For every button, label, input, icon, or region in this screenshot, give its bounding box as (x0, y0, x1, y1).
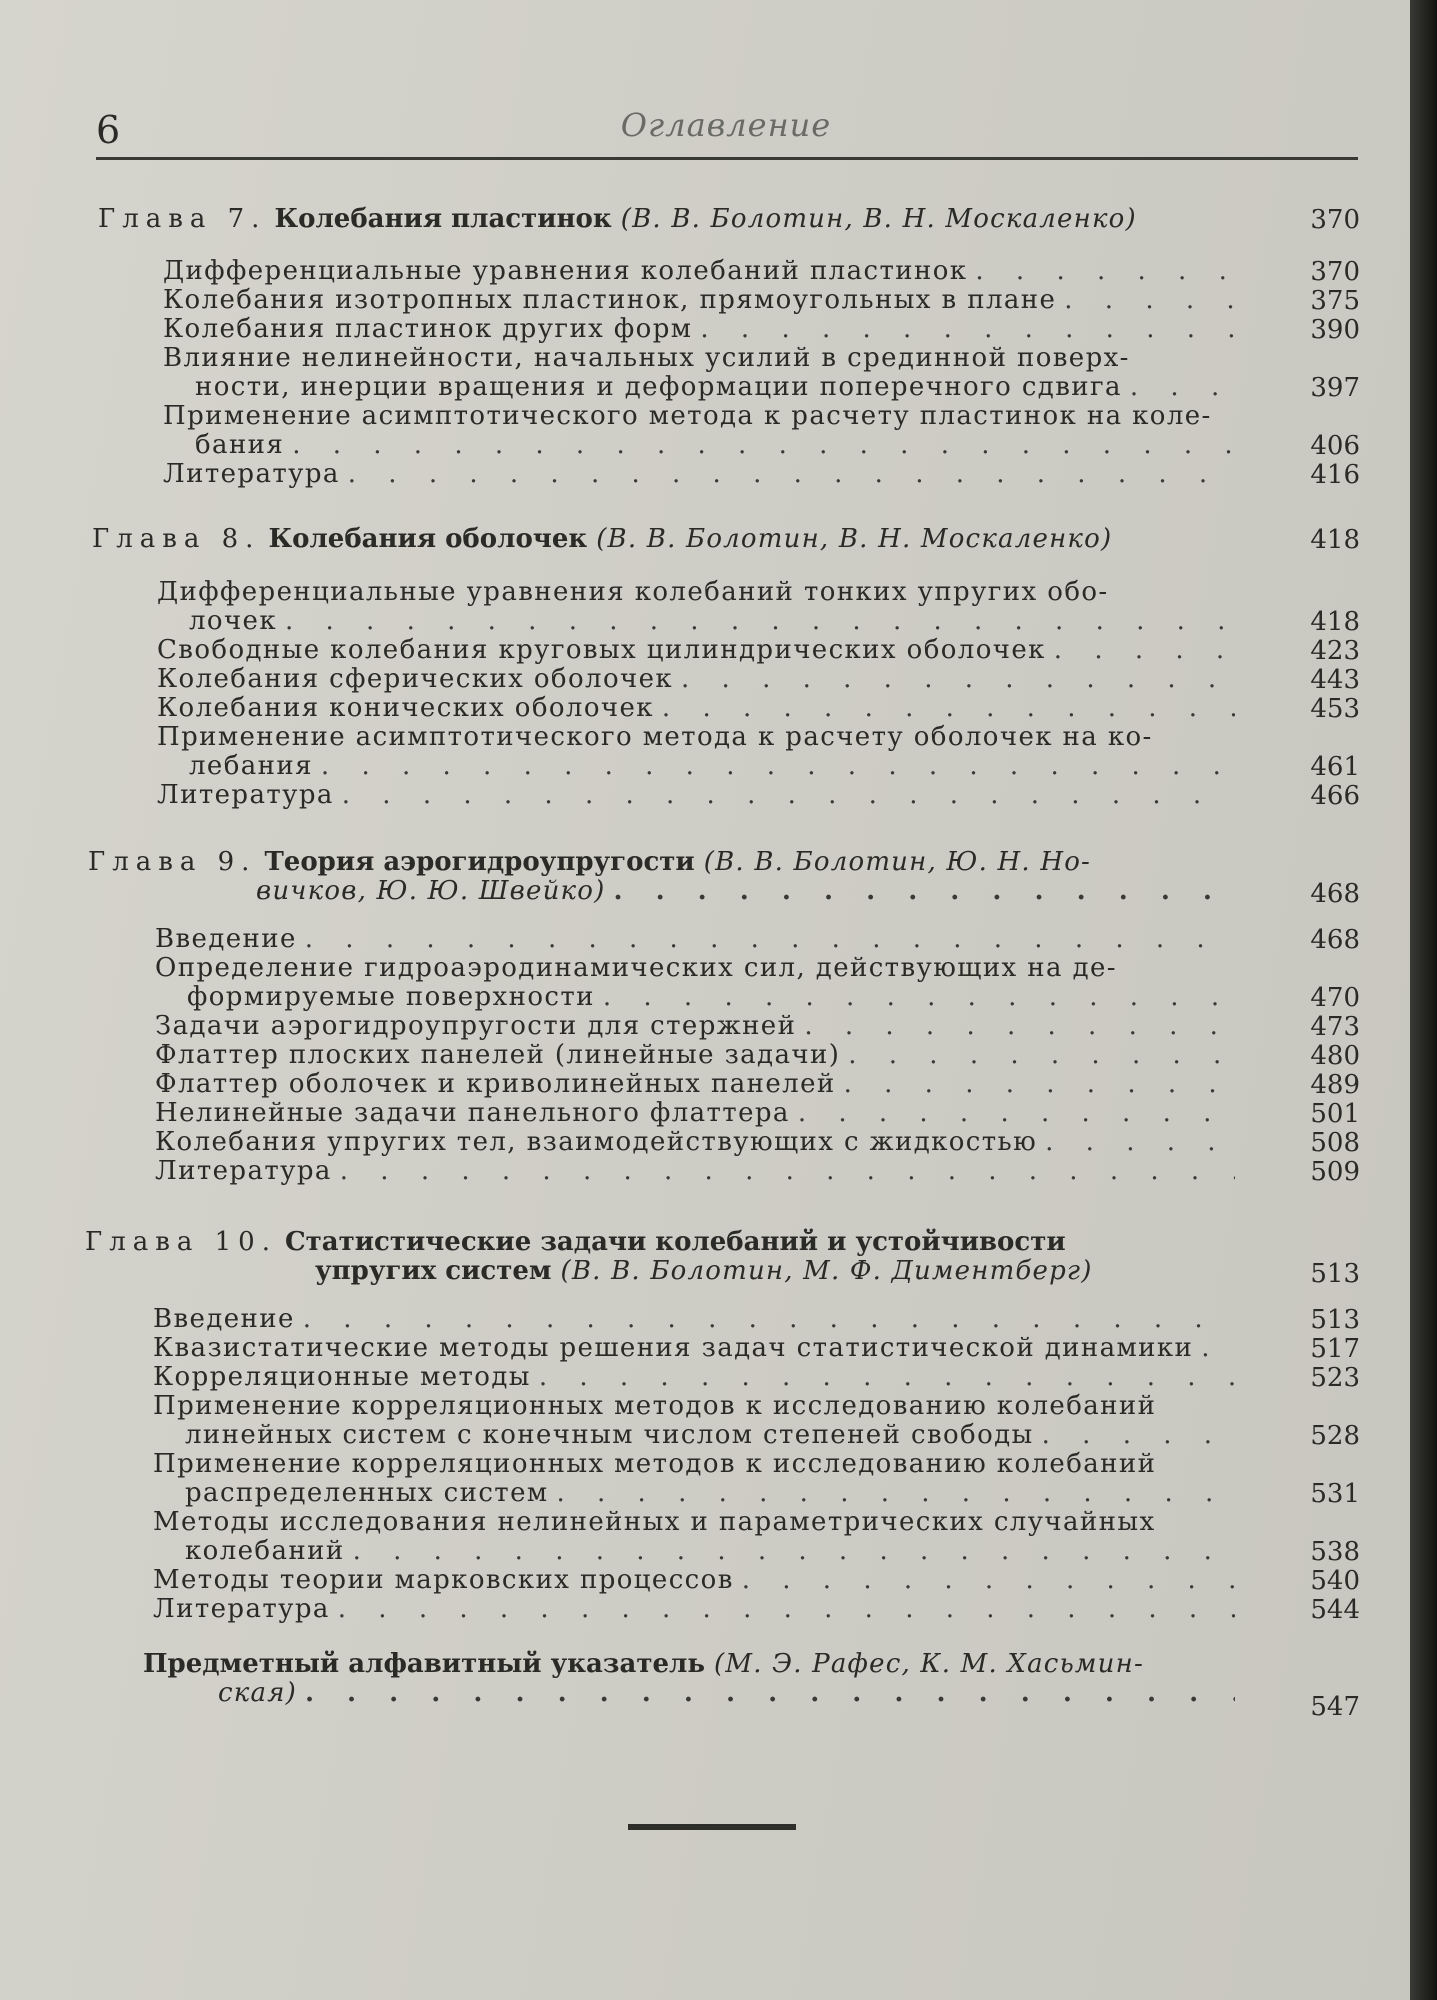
leader-dots (613, 877, 1235, 906)
toc-entry[interactable] (155, 925, 1245, 954)
toc-entry-line (153, 1508, 1245, 1537)
toc-entry[interactable] (163, 286, 1245, 315)
chapter-heading-line (92, 525, 1245, 554)
toc-entry-line (153, 1305, 1245, 1334)
chapter-title-text: Статистические задачи колебаний и устойчивости (284, 1227, 1066, 1257)
leader-dots (848, 1041, 1235, 1070)
leader-dots (1054, 636, 1235, 665)
toc-entry-line (153, 1479, 1245, 1508)
chapter-page-number: 370 (1310, 205, 1360, 235)
toc-entry[interactable] (153, 1305, 1245, 1334)
toc-entry-page-number: 489 (1310, 1070, 1360, 1100)
toc-entry-line (155, 1012, 1245, 1041)
leader-dots (342, 781, 1235, 810)
leader-dots (348, 460, 1235, 489)
leader-dots (557, 1479, 1236, 1508)
chapter-page-number: 418 (1310, 525, 1360, 555)
index-heading-line (143, 1679, 1245, 1708)
header-rule (96, 157, 1358, 160)
index-page-number: 547 (1310, 1692, 1360, 1722)
toc-entry-page-number: 523 (1310, 1363, 1360, 1393)
toc-entry-text: Влияние нелинейности, начальных усилий в срединной поверх- (163, 343, 1130, 373)
toc-entry[interactable] (155, 954, 1245, 1012)
toc-entry-line (155, 983, 1245, 1012)
toc-entry[interactable] (157, 636, 1245, 665)
leader-dots (603, 983, 1235, 1012)
leader-dots (285, 607, 1235, 636)
page-header (96, 100, 1356, 160)
toc-entry-page-number: 513 (1310, 1305, 1360, 1335)
chapter-title-text: упругих систем (315, 1256, 552, 1286)
toc-entry-text: формируемые поверхности (187, 982, 595, 1012)
leader-dots (305, 1679, 1235, 1708)
toc-entry-page-number: 544 (1310, 1595, 1360, 1625)
toc-entry-text: Колебания упругих тел, взаимодействующих с жидкостью (155, 1127, 1038, 1157)
toc-entry-text: Флаттер оболочек и криволинейных панелей (155, 1069, 836, 1099)
toc-entry-text: Квазистатические методы решения задач статистической динамики (153, 1333, 1194, 1363)
leader-dots (1042, 1421, 1235, 1450)
toc-entry-line (163, 344, 1245, 373)
toc-entry[interactable] (163, 344, 1245, 402)
toc-entry-line (157, 781, 1245, 810)
chapter-heading-line (98, 205, 1245, 234)
toc-entry-line (163, 431, 1245, 460)
toc-entry-line (155, 925, 1245, 954)
index-title-text: Предметный алфавитный указатель (143, 1649, 705, 1679)
toc-entry-line (153, 1363, 1245, 1392)
toc-entry-text: Колебания конических оболочек (157, 693, 654, 723)
toc-entry-line (163, 315, 1245, 344)
toc-entry-line (155, 1099, 1245, 1128)
toc-entry[interactable] (155, 1099, 1245, 1128)
chapter-heading[interactable] (98, 205, 1245, 234)
index-heading-line (143, 1650, 1245, 1679)
toc-entry[interactable] (163, 402, 1245, 460)
leader-dots (292, 431, 1235, 460)
toc-entry[interactable] (153, 1566, 1245, 1595)
toc-entry-line (163, 257, 1245, 286)
leader-dots (662, 694, 1235, 723)
toc-entry-line (153, 1334, 1245, 1363)
chapter-heading[interactable] (92, 525, 1245, 554)
toc-entry-page-number: 509 (1310, 1157, 1360, 1187)
chapter-heading-line (85, 1257, 1245, 1286)
leader-dots (1045, 1128, 1235, 1157)
toc-entry-text: лочек (189, 606, 277, 636)
toc-entry-line (153, 1421, 1245, 1450)
toc-entry-page-number: 406 (1310, 431, 1360, 461)
chapter-heading[interactable] (85, 1228, 1245, 1286)
subject-index-heading[interactable] (143, 1650, 1245, 1708)
toc-entry[interactable] (163, 257, 1245, 286)
toc-entry-text: Методы исследования нелинейных и параметрических случайных (153, 1507, 1156, 1537)
toc-entry-page-number: 517 (1310, 1334, 1360, 1364)
toc-entry-text: Литература (155, 1156, 332, 1186)
toc-entry[interactable] (157, 781, 1245, 810)
toc-entry-text: Литература (157, 780, 334, 810)
toc-entry[interactable] (153, 1334, 1245, 1363)
toc-entry-page-number: 468 (1310, 925, 1360, 955)
chapter-authors: (В. В. Болотин, Ю. Н. Но- (703, 847, 1092, 877)
toc-entry-text: Флаттер плоских панелей (линейные задачи) (155, 1040, 841, 1070)
leader-dots (303, 1305, 1235, 1334)
toc-entry-text: Применение корреляционных методов к исследованию колебаний (153, 1449, 1157, 1479)
toc-entry-text: линейных систем с конечным числом степеней свободы (185, 1420, 1034, 1450)
toc-entry[interactable] (153, 1363, 1245, 1392)
chapter-title-text: Теория аэрогидроупругости (264, 847, 695, 877)
chapter-heading-line (85, 1228, 1245, 1257)
toc-entry-text: колебаний (185, 1536, 345, 1566)
leader-dots (681, 665, 1235, 694)
toc-entry-line (155, 1070, 1245, 1099)
leader-dots (1201, 1334, 1235, 1363)
toc-entry-page-number: 453 (1310, 694, 1360, 724)
toc-entry[interactable] (157, 694, 1245, 723)
toc-entry-page-number: 390 (1310, 315, 1360, 345)
toc-entry-text: Применение корреляционных методов к исследованию колебаний (153, 1391, 1157, 1421)
toc-entry-page-number: 501 (1310, 1099, 1360, 1129)
toc-entry[interactable] (155, 1012, 1245, 1041)
chapter-label: Глава 7. (98, 204, 267, 234)
toc-entry-text: Свободные колебания круговых цилиндрических оболочек (157, 635, 1046, 665)
chapter-authors: вичков, Ю. Ю. Швейко) (256, 876, 606, 906)
toc-entry-text: Колебания изотропных пластинок, прямоугольных в плане (163, 285, 1057, 315)
toc-entry-page-number: 540 (1310, 1566, 1360, 1596)
toc-entry-line (157, 694, 1245, 723)
toc-entry-text: Определение гидроаэродинамических сил, действующих на де- (155, 953, 1117, 983)
toc-entry-line (153, 1392, 1245, 1421)
chapter-label: Глава 10. (85, 1227, 277, 1257)
chapter-heading[interactable] (88, 848, 1245, 906)
leader-dots (742, 1566, 1235, 1595)
toc-entry-text: Колебания пластинок других форм (163, 314, 693, 344)
toc-entry-text: лебания (189, 751, 313, 781)
toc-entry-page-number: 531 (1310, 1479, 1360, 1509)
chapter-heading-line (88, 877, 1245, 906)
leader-dots (700, 315, 1235, 344)
leader-dots (1064, 286, 1235, 315)
toc-entry[interactable] (155, 1070, 1245, 1099)
toc-entry-line (153, 1595, 1245, 1624)
leader-dots (340, 1157, 1235, 1186)
toc-entry-line (155, 1128, 1245, 1157)
toc-entry-text: Введение (155, 924, 297, 954)
toc-entry[interactable] (157, 665, 1245, 694)
toc-entry-line (155, 1041, 1245, 1070)
toc-entry[interactable] (155, 1128, 1245, 1157)
toc-entry-line (163, 373, 1245, 402)
toc-entry-line (163, 286, 1245, 315)
toc-entry-page-number: 397 (1310, 373, 1360, 403)
toc-entry-line (157, 723, 1245, 752)
toc-entry-text: Методы теории марковских процессов (153, 1565, 734, 1595)
toc-entry-text: Применение асимптотического метода к расчету пластинок на коле- (163, 401, 1212, 431)
toc-entry-text: Корреляционные методы (153, 1362, 531, 1392)
toc-entry-line (153, 1450, 1245, 1479)
toc-entry-text: Дифференциальные уравнения колебаний тонких упругих обо- (157, 577, 1109, 607)
toc-entry-text: Введение (153, 1304, 295, 1334)
toc-entry-text: распределенных систем (185, 1478, 549, 1508)
toc-entry-page-number: 370 (1310, 257, 1360, 287)
toc-entry-text: бания (195, 430, 285, 460)
toc-entry-page-number: 538 (1310, 1537, 1360, 1567)
running-title: Оглавление (620, 106, 832, 144)
toc-entry-text: Применение асимптотического метода к расчету оболочек на ко- (157, 722, 1153, 752)
toc-entry-line (157, 665, 1245, 694)
toc-entry[interactable] (155, 1041, 1245, 1070)
chapter-authors: (В. В. Болотин, В. Н. Москаленко) (620, 204, 1137, 234)
toc-entry-page-number: 423 (1310, 636, 1360, 666)
chapter-page-number: 513 (1310, 1259, 1360, 1289)
chapter-authors: (В. В. Болотин, М. Ф. Диментберг) (560, 1256, 1093, 1286)
chapter-title-text: Колебания оболочек (268, 524, 588, 554)
leader-dots (321, 752, 1235, 781)
index-authors: (М. Э. Рафес, К. М. Хасьмин- (714, 1649, 1144, 1679)
toc-entry-page-number: 470 (1310, 983, 1360, 1013)
toc-entry-page-number: 375 (1310, 286, 1360, 316)
leader-dots (975, 257, 1235, 286)
page-number: 6 (96, 108, 121, 152)
toc-entry[interactable] (157, 723, 1245, 781)
chapter-authors: (В. В. Болотин, В. Н. Москаленко) (596, 524, 1113, 554)
leader-dots (353, 1537, 1235, 1566)
toc-entry-page-number: 473 (1310, 1012, 1360, 1042)
toc-entry-page-number: 480 (1310, 1041, 1360, 1071)
chapter-label: Глава 8. (92, 524, 261, 554)
toc-entry-line (155, 954, 1245, 983)
toc-entry-text: Литература (153, 1594, 330, 1624)
toc-entry-line (157, 607, 1245, 636)
toc-entry-page-number: 418 (1310, 607, 1360, 637)
toc-entry[interactable] (153, 1595, 1245, 1624)
toc-entry-text: Задачи аэрогидроупругости для стержней (155, 1011, 797, 1041)
toc-entry-page-number: 416 (1310, 460, 1360, 490)
toc-entry-page-number: 443 (1310, 665, 1360, 695)
leader-dots (804, 1012, 1235, 1041)
toc-entry[interactable] (163, 460, 1245, 489)
toc-entry-text: Литература (163, 459, 340, 489)
leader-dots (1130, 373, 1235, 402)
toc-entry-text: Дифференциальные уравнения колебаний пластинок (163, 256, 968, 286)
toc-entry[interactable] (153, 1508, 1245, 1566)
toc-entry-page-number: 461 (1310, 752, 1360, 782)
toc-entry-line (153, 1537, 1245, 1566)
toc-entry-line (155, 1157, 1245, 1186)
toc-entry-page-number: 466 (1310, 781, 1360, 811)
toc-entry[interactable] (153, 1450, 1245, 1508)
leader-dots (539, 1363, 1235, 1392)
toc-entry-line (157, 636, 1245, 665)
chapter-heading-line (88, 848, 1245, 877)
toc-entry-line (157, 578, 1245, 607)
toc-entry-text: Колебания сферических оболочек (157, 664, 674, 694)
toc-entry-text: Нелинейные задачи панельного флаттера (155, 1098, 790, 1128)
chapter-title-text: Колебания пластинок (274, 204, 612, 234)
toc-entry[interactable] (155, 1157, 1245, 1186)
index-authors: ская) (218, 1678, 297, 1708)
toc-entry-line (163, 460, 1245, 489)
toc-entry-line (157, 752, 1245, 781)
leader-dots (798, 1099, 1235, 1128)
toc-entry[interactable] (157, 578, 1245, 636)
toc-entry-page-number: 508 (1310, 1128, 1360, 1158)
toc-entry-line (153, 1566, 1245, 1595)
toc-entry-page-number: 528 (1310, 1421, 1360, 1451)
toc-entry-text: ности, инерции вращения и деформации поперечного сдвига (195, 372, 1122, 402)
chapter-label: Глава 9. (88, 847, 257, 877)
toc-entry[interactable] (153, 1392, 1245, 1450)
chapter-page-number: 468 (1310, 879, 1360, 909)
leader-dots (338, 1595, 1235, 1624)
toc-entry[interactable] (163, 315, 1245, 344)
book-spine-shadow (1410, 0, 1437, 2000)
leader-dots (305, 925, 1235, 954)
leader-dots (844, 1070, 1235, 1099)
end-ornament-rule (628, 1824, 796, 1830)
toc-entry-line (163, 402, 1245, 431)
